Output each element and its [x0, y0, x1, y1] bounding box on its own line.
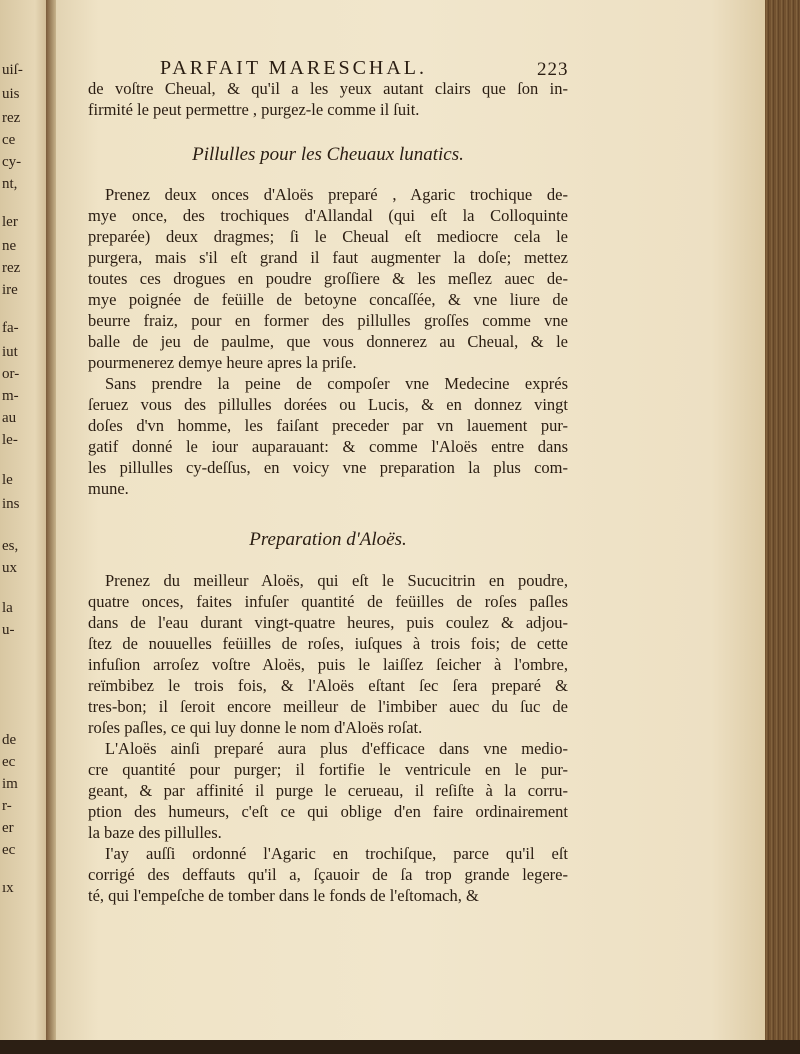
text-line: infuſion arroſez voſtre Aloës, puis le laiſſez ſeicher à l'ombre, — [88, 655, 568, 674]
text-line: ption des humeurs, c'eſt ce qui oblige d'en faire ordinairement — [88, 802, 568, 821]
facing-page-text: ux — [2, 560, 17, 576]
section-heading-pillulles: Pillulles pour les Cheuaux lunatics. — [192, 144, 464, 165]
text-line: tres-bon; il ſeroit encore meilleur de l'imbiber auec du ſuc de — [88, 697, 568, 716]
pillulles-paragraphs — [88, 184, 568, 499]
text-line: cre quantité pour purger; il fortifie le ventricule en le pur- — [88, 760, 568, 779]
text-line: mune. — [88, 479, 129, 498]
running-head: PARFAIT MARESCHAL. — [160, 57, 428, 79]
facing-page-text: rez — [2, 260, 21, 276]
intro-paragraph — [88, 78, 568, 120]
text-line: de voſtre Cheual, & qu'il a les yeux autant clairs que ſon in- — [88, 79, 568, 98]
facing-page-fragment — [0, 0, 50, 1054]
facing-page-text: uis — [2, 86, 20, 102]
facing-page-text: ıx — [2, 880, 14, 896]
text-line: la baze des pillulles. — [88, 823, 222, 842]
facing-page-text: ins — [2, 496, 20, 512]
text-line: mye once, des trochiques d'Allandal (qui eſt la Colloquinte — [88, 206, 568, 225]
text-line: quatre onces, faites infuſer quantité de feüilles de roſes paſles — [88, 592, 568, 611]
text-line: Sans prendre la peine de compoſer vne Medecine exprés — [105, 374, 568, 393]
text-line: preparée) deux dragmes; ſi le Cheual eſt mediocre cela le — [88, 227, 568, 246]
facing-page-text: le- — [2, 432, 18, 448]
facing-page-text: fa- — [2, 320, 19, 336]
text-line: gatif donné le iour auparauant: & comme l'Aloës entre dans — [88, 437, 568, 456]
facing-page-text: ce — [2, 132, 16, 148]
facing-page-text: la — [2, 600, 13, 616]
facing-page-text: m- — [2, 388, 19, 404]
page-block-edge — [765, 0, 800, 1054]
facing-page-text: ler — [2, 214, 18, 230]
text-line: doſes d'vn homme, les faiſant preceder par vn lauement pur- — [88, 416, 568, 435]
facing-page-text: uiſ- — [2, 62, 23, 78]
text-line: roſes paſles, ce qui luy donne le nom d'Aloës roſat. — [88, 718, 423, 737]
facing-page-text: de — [2, 732, 17, 748]
text-line: mye poignée de feüille de betoyne concaſſée, & vne liure de — [88, 290, 568, 309]
facing-page-text: or- — [2, 366, 20, 382]
text-line: geant, & par affinité il purge le cerueau, il reſiſte à la corru- — [88, 781, 568, 800]
text-line: reïmbibez le trois fois, & l'Aloës eſtant ſec ſera preparé & — [88, 676, 568, 695]
facing-page-text: ire — [2, 282, 18, 298]
facing-page-text: ne — [2, 238, 17, 254]
text-line: purgera, mais s'il eſt grand il faut augmenter la doſe; mettez — [88, 248, 568, 267]
facing-page-text: ec — [2, 842, 16, 858]
facing-page-text: u- — [2, 622, 15, 638]
text-line: les pillulles cy-deſſus, en voicy vne preparation la plus com- — [88, 458, 568, 477]
text-line: balle de jeu de paulme, que vous donnerez au Cheual, & le — [88, 332, 568, 351]
text-line: ſeruez vous des pillulles dorées ou Lucis, & en donnez vingt — [88, 395, 568, 414]
text-line: I'ay auſſi ordonné l'Agaric en trochiſque, parce qu'il eſt — [105, 844, 568, 863]
facing-page-text: im — [2, 776, 18, 792]
text-line: L'Aloës ainſi preparé aura plus d'efficace dans vne medio- — [105, 739, 568, 758]
text-line: corrigé des deffauts qu'il a, ſçauoir de ſa trop grande legere- — [88, 865, 568, 884]
page-number: 223 — [537, 59, 569, 80]
text-line: firmité le peut permettre , purgez-le comme il ſuit. — [88, 100, 420, 119]
text-line: Prenez deux onces d'Aloës preparé , Agaric trochique de- — [105, 185, 568, 204]
facing-page-text: r- — [2, 798, 12, 814]
text-line: pourmenerez demye heure apres la priſe. — [88, 353, 357, 372]
facing-page-text: rez — [2, 110, 21, 126]
facing-page-text: er — [2, 820, 14, 836]
facing-page-text: cy- — [2, 154, 22, 170]
section-heading-aloes: Preparation d'Aloës. — [249, 529, 407, 550]
facing-page-text: nt, — [2, 176, 18, 192]
book-bottom-edge — [0, 1040, 800, 1054]
facing-page-text: ec — [2, 754, 16, 770]
facing-page-text: iut — [2, 344, 18, 360]
text-line: dans de l'eau durant vingt-quatre heures, puis coulez & adjou- — [88, 613, 568, 632]
facing-page-text: au — [2, 410, 17, 426]
text-line: toutes ces drogues en poudre groſſiere & les meſlez auec de- — [88, 269, 568, 288]
facing-page-text: es, — [2, 538, 19, 554]
text-line: té, qui l'empeſche de tomber dans le fonds de l'eſtomach, & — [88, 886, 479, 905]
aloes-paragraphs — [88, 570, 568, 906]
text-line: beurre fraiz, pour en former des pillulles groſſes comme vne — [88, 311, 568, 330]
text-line: Prenez du meilleur Aloës, qui eſt le Sucucitrin en poudre, — [105, 571, 568, 590]
facing-page-text: le — [2, 472, 13, 488]
text-line: ſtez de nouuelles feüilles de roſes, iuſques à trois fois; de cette — [88, 634, 568, 653]
